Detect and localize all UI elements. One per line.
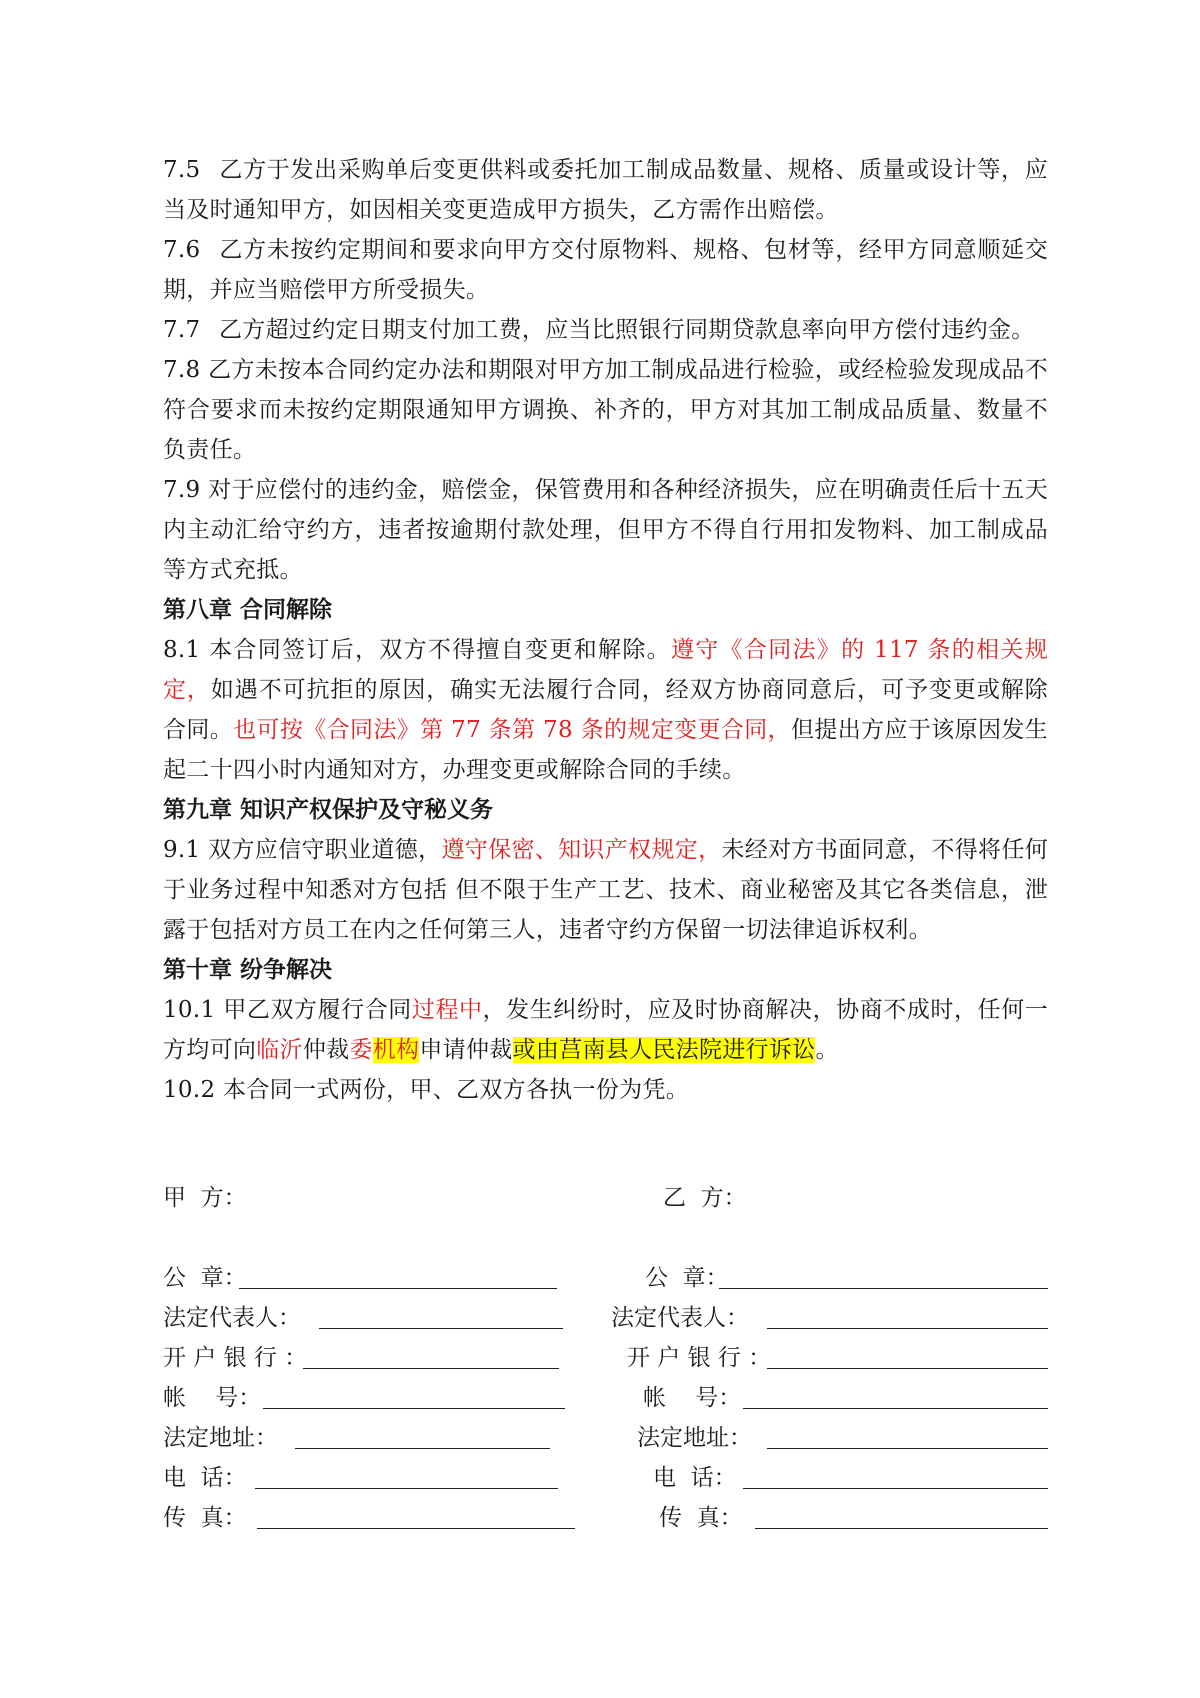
clause-number: 7.9 [163, 477, 201, 503]
seal-line-a[interactable] [239, 1288, 557, 1289]
sig-row-account [163, 1378, 1048, 1418]
representative-label-a: 法定代表人： [163, 1305, 301, 1331]
phone-label-b: 电 话： [653, 1465, 737, 1491]
clause-number: 7.8 [163, 357, 201, 383]
sig-row-phone [163, 1458, 1048, 1498]
clause-10-2 [163, 1070, 1048, 1110]
address-label-b: 法定地址： [637, 1425, 752, 1451]
clause-7-8 [163, 350, 1048, 470]
party-row [163, 1178, 1048, 1218]
phone-line-a[interactable] [255, 1488, 558, 1489]
red-revision: 委 [349, 1037, 373, 1063]
fax-label-a: 传 真： [163, 1505, 247, 1531]
bank-line-b[interactable] [767, 1368, 1048, 1369]
clause-text: 乙方于发出采购单后变更供料或委托加工制成品数量、规格、质量或设计等，应当及时通知甲方，如因相关变更造成甲方损失，乙方需作出赔偿。 [163, 157, 1048, 223]
account-line-b[interactable] [743, 1408, 1048, 1409]
clause-text: 本合同签订后，双方不得擅自变更和解除。 [209, 637, 671, 663]
clause-number: 8.1 [163, 637, 201, 663]
phone-label-a: 电 话： [163, 1465, 247, 1491]
clause-text: 甲乙双方履行合同 [223, 997, 412, 1023]
red-revision: 遵守保密、知识产权规定， [441, 837, 722, 863]
clause-text: 乙方超过约定日期支付加工费，应当比照银行同期贷款息率向甲方偿付违约金。 [219, 317, 1035, 343]
red-revision: 遵守《合同法》的 117 条的相关规定， [163, 637, 1048, 703]
representative-label-b: 法定代表人： [611, 1305, 749, 1331]
sig-row-bank [163, 1338, 1048, 1378]
representative-line-b[interactable] [767, 1328, 1048, 1329]
bank-label-a: 开 户 银 行 ： [163, 1345, 308, 1371]
address-label-a: 法定地址： [163, 1425, 278, 1451]
sig-row-representative [163, 1298, 1048, 1338]
red-revision: 临沂 [256, 1037, 303, 1063]
account-label-b: 帐 号： [643, 1385, 742, 1411]
fax-line-a[interactable] [257, 1528, 575, 1529]
clause-7-7 [163, 310, 1048, 350]
clause-number: 7.7 [163, 317, 201, 343]
clause-7-9 [163, 470, 1048, 590]
clause-text: ，发生纠纷时，应及时协商解决，协商不成时，任何一方均可向 [163, 997, 1048, 1063]
contract-body [163, 150, 1048, 1110]
chapter-9-heading: 第九章 知识产权保护及守秘义务 [163, 797, 494, 823]
clause-number: 10.2 [163, 1077, 216, 1103]
seal-label-b: 公 章： [645, 1265, 729, 1291]
party-b-label: 乙 方： [663, 1185, 747, 1211]
clause-7-5 [163, 150, 1048, 230]
clause-text: 乙方未按约定期间和要求向甲方交付原物料、规格、包材等，经甲方同意顺延交期，并应当赔偿甲方所受损失。 [163, 237, 1048, 303]
account-label-a: 帐 号： [163, 1385, 262, 1411]
seal-line-b[interactable] [719, 1288, 1048, 1289]
clause-text: 未经对方书面同意，不得将任何于业务过程中知悉对方包括 但不限于生产工艺、技术、商业秘密及其它各类信息，泄露于包括对方员工在内之任何第三人，违者守约方保留一切法律追诉权利。 [163, 837, 1049, 943]
clause-text: 。 [815, 1037, 839, 1063]
clause-text: 如遇不可抗拒的原因，确实无法履行合同，经双方协商同意后，可予变更或解除合同。 [163, 677, 1048, 743]
clause-text: 仲裁 [302, 1037, 350, 1063]
sig-row-seal [163, 1258, 1048, 1298]
account-line-a[interactable] [263, 1408, 565, 1409]
address-line-a[interactable] [295, 1448, 550, 1449]
clause-9-1 [163, 830, 1048, 950]
clause-text: 对于应偿付的违约金，赔偿金，保管费用和各种经济损失，应在明确责任后十五天内主动汇给守约方，违者按逾期付款处理，但甲方不得自行用扣发物料、加工制成品等方式充抵。 [163, 477, 1048, 583]
bank-label-b: 开 户 银 行 ： [627, 1345, 772, 1371]
sig-row-address [163, 1418, 1048, 1458]
fax-label-b: 传 真： [659, 1505, 743, 1531]
clause-text: 乙方未按本合同约定办法和期限对甲方加工制成品进行检验，或经检验发现成品不符合要求而未按约定期限通知甲方调换、补齐的，甲方对其加工制成品质量、数量不负责任。 [163, 357, 1048, 463]
clause-10-1 [163, 990, 1048, 1070]
phone-line-b[interactable] [743, 1488, 1048, 1489]
fax-line-b[interactable] [755, 1528, 1048, 1529]
clause-text: 本合同一式两份，甲、乙双方各执一份为凭。 [223, 1077, 690, 1103]
clause-8-1 [163, 630, 1048, 790]
red-revision: 也可按《合同法》第 77 条第 78 条的规定变更合同， [233, 717, 791, 743]
signature-block [163, 1178, 1048, 1538]
seal-label-a: 公 章： [163, 1265, 247, 1291]
clause-number: 7.5 [163, 157, 201, 183]
sig-row-fax [163, 1498, 1048, 1538]
highlighted-red-revision: 机构 [372, 1037, 420, 1063]
chapter-8-heading: 第八章 合同解除 [163, 597, 333, 623]
clause-text: 申请仲裁 [419, 1037, 513, 1063]
clause-number: 10.1 [163, 997, 216, 1023]
clause-text: 但提出方应于该原因发生起二十四小时内通知对方，办理变更或解除合同的手续。 [163, 717, 1048, 783]
representative-line-a[interactable] [319, 1328, 563, 1329]
chapter-10-heading: 第十章 纷争解决 [163, 957, 333, 983]
red-revision: 过程中 [411, 997, 483, 1023]
address-line-b[interactable] [767, 1448, 1048, 1449]
bank-line-a[interactable] [303, 1368, 559, 1369]
clause-text: 双方应信守职业道德， [208, 837, 442, 863]
clause-7-6 [163, 230, 1048, 310]
highlighted-text: 或由莒南县人民法院进行诉讼 [512, 1037, 816, 1063]
party-a-label: 甲 方： [163, 1185, 247, 1211]
clause-number: 9.1 [163, 837, 201, 863]
clause-number: 7.6 [163, 237, 201, 263]
